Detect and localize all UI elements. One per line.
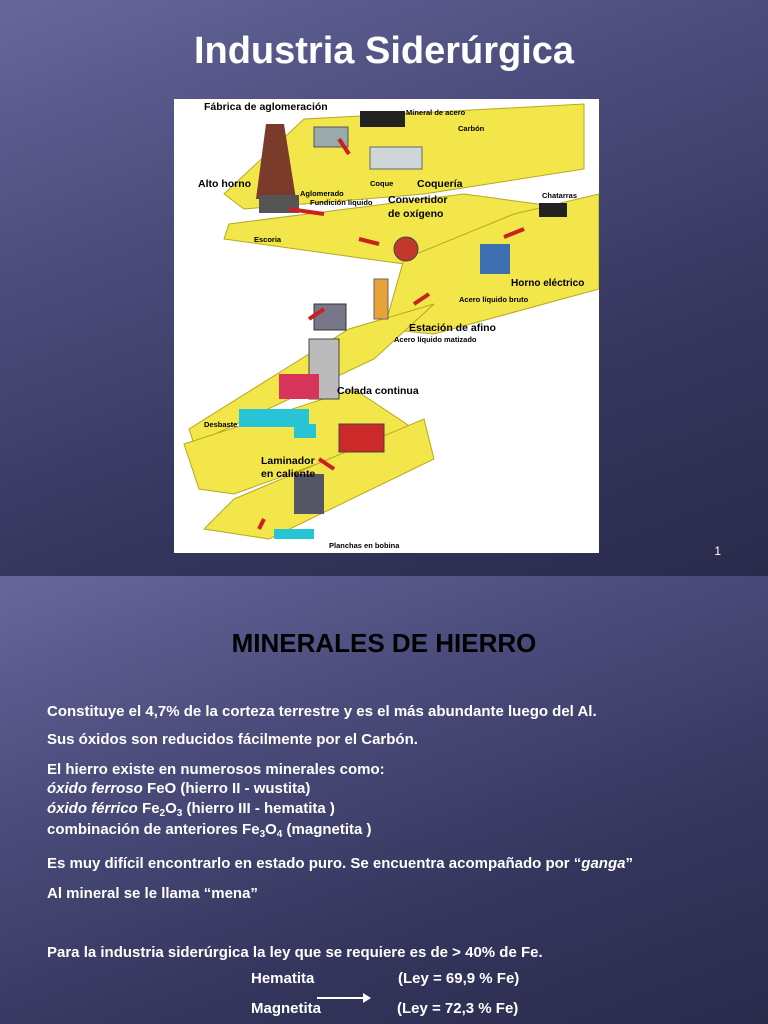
label-mineral: Mineral de acero: [406, 108, 466, 117]
slide-2: [0, 576, 768, 1024]
slide-title: MINERALES DE HIERRO: [231, 628, 537, 658]
formula-o: O: [165, 800, 177, 817]
label-desbaste: Desbaste: [204, 420, 238, 429]
formula-sub: 3: [176, 808, 183, 819]
label-estacion: Estación de afino: [409, 322, 496, 334]
ganga-pre: Es muy difícil encontrarlo en estado puro. Se encuentra acompañado por “: [47, 855, 582, 872]
paragraph-minerales: El hierro existe en numerosos minerales como:: [47, 761, 385, 778]
label-escoria: Escoria: [254, 235, 282, 244]
label-horno-electrico: Horno eléctrico: [511, 278, 585, 289]
label-aglomerado: Aglomerado: [300, 189, 344, 198]
paragraph-ley: Para la industria siderúrgica la ley que se requiere es de > 40% de Fe.: [47, 944, 543, 961]
label-fabrica: Fábrica de aglomeración: [204, 101, 328, 113]
oxido-ferrico-rest: (hierro III - hematita ): [182, 800, 335, 817]
label-convertidor-1: Convertidor: [388, 194, 448, 206]
formula-o: O: [265, 821, 277, 838]
paragraph-oxidos: Sus óxidos son reducidos fácilmente por el Carbón.: [47, 731, 418, 748]
formula-sub: 4: [276, 829, 283, 840]
arrow-icon: [317, 997, 369, 999]
label-acero-bruto: Acero líquido bruto: [459, 295, 529, 304]
formula-sub: 3: [259, 829, 266, 840]
label-laminador-2: en caliente: [261, 468, 316, 480]
magnetita-ley: (Ley = 72,3 % Fe): [397, 1000, 519, 1017]
ganga-word: ganga: [581, 855, 626, 872]
label-colada: Colada continua: [337, 385, 419, 397]
label-fundicion: Fundición líquido: [310, 198, 373, 207]
label-carbon: Carbón: [458, 124, 485, 133]
label-chatarras: Chatarras: [542, 191, 578, 200]
label-convertidor-2: de oxígeno: [388, 208, 444, 220]
label-coqueria: Coquería: [417, 178, 463, 190]
line-combinacion: [47, 821, 372, 838]
paragraph-corteza: Constituye el 4,7% de la corteza terrestre y es el más abundante luego del Al.: [47, 703, 597, 720]
label-acero-matizado: Acero líquido matizado: [394, 335, 477, 344]
formula-fe: Fe: [137, 800, 160, 817]
page-number: 1: [714, 544, 721, 558]
magnetita-label: Magnetita: [251, 1000, 322, 1017]
ganga-post: ”: [625, 855, 633, 872]
paragraph-ganga: [47, 855, 633, 872]
oxido-ferroso-formula: FeO (hierro II - wustita): [142, 780, 311, 797]
oxido-ferrico-name: óxido férrico: [47, 800, 138, 817]
combinacion-text: combinación de anteriores Fe: [47, 821, 260, 838]
combinacion-rest: (magnetita ): [282, 821, 372, 838]
label-alto-horno: Alto horno: [198, 178, 252, 190]
oxido-ferroso-name: óxido ferroso: [47, 780, 143, 797]
label-coque: Coque: [370, 179, 394, 188]
line-oxido-ferrico: [47, 800, 335, 817]
paragraph-mena: Al mineral se le llama “mena”: [47, 885, 258, 902]
hematita-ley: (Ley = 69,9 % Fe): [398, 970, 520, 987]
slide-title: Industria Siderúrgica: [193, 30, 575, 72]
label-laminador-1: Laminador: [261, 455, 315, 467]
label-planchas: Planchas en bobina: [329, 541, 400, 550]
steel-industry-diagram: [174, 99, 599, 553]
hematita-label: Hematita: [251, 970, 315, 987]
line-oxido-ferroso: [47, 780, 310, 797]
formula-sub: 2: [159, 808, 166, 819]
